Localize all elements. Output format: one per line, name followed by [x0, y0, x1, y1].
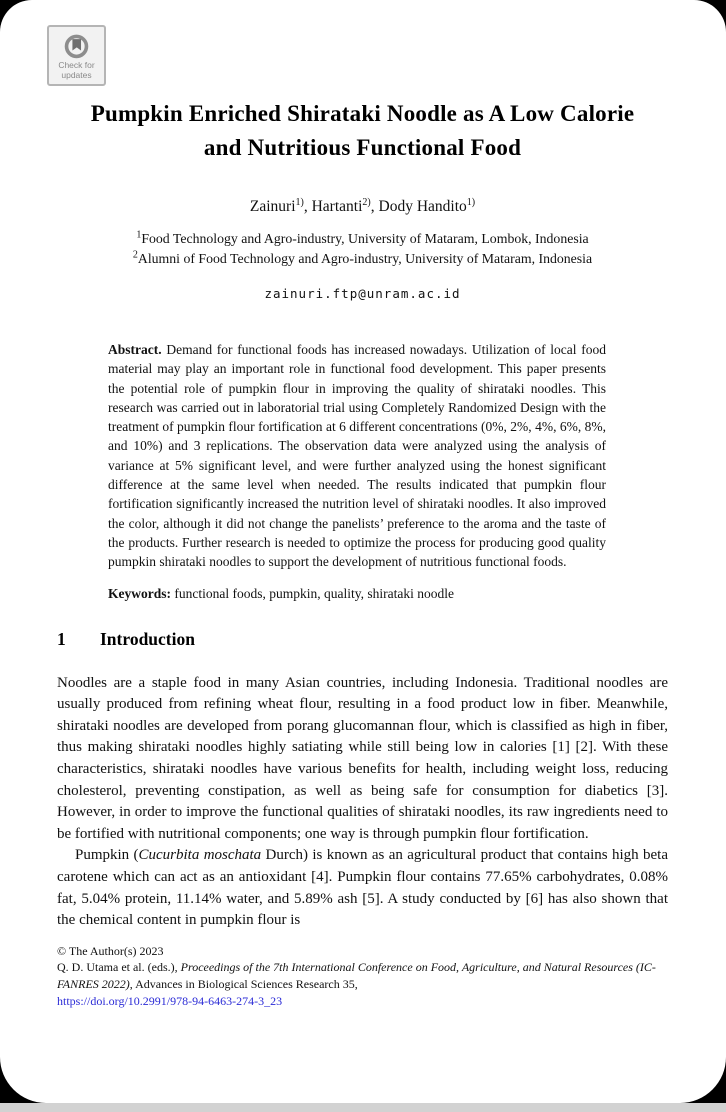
authors-line: [57, 198, 668, 216]
affiliation-2: $^2$Alumni of Food Technology and Agro-industry, University of Mataram, Indonesia: [132, 249, 593, 266]
proceedings-title-italic: Proceedings of the 7th International Conference on Food, Agriculture, and Natural Resources (IC-FANRES 2022): [57, 960, 656, 992]
author-3: , Dody Handito$^{1)}$: [370, 196, 476, 215]
crossmark-icon: [62, 31, 91, 60]
check-for-updates-badge[interactable]: [47, 25, 106, 86]
window-bottom-strip: [0, 1103, 726, 1112]
author-1: Zainuri$^{1)}$: [249, 196, 304, 215]
footnote-block: [57, 943, 668, 1010]
badge-label-line2: updates: [61, 69, 92, 80]
author-1-affiliation-mark: 1): [295, 196, 304, 208]
abstract-label: Abstract.: [108, 342, 162, 357]
intro-paragraph-1: Noodles are a staple food in many Asian countries, including Indonesia. Traditional noodles are usually produced from refining wheat flour, resulting in a food product low in fiber. Meanwhile, shirataki noodles are developed from porang glucomannan flour, which is classified as high in fiber, thus making shirataki noodles highly satiating while still being low in calories [1] [2]. With these characteristics, shirataki noodles have various benefits for health, including weight loss, reducing cholesterol, preventing constipation, as well as being safe for consumption for diabetics [3]. However, in order to improve the functional qualities of shirataki noodles, its raw ingredients need to be fortified with nutritional components; one way is through pumpkin flour fortification.: [57, 674, 668, 842]
author-3-affiliation-mark: 1): [466, 196, 476, 208]
abstract-text: Demand for functional foods has increased nowadays. Utilization of local food material may play an important role in functional food development. This paper presents the potential role of pumpkin flour in improving the quality of shirataki noodles. This research was carried out in laboratorial trial using Completely Randomized Design with the treatment of pumpkin flour fortification at 6 different concentrations (0%, 2%, 4%, 6%, 8%, and 10%) and 3 replications. The observation data were analyzed using the analysis of variance at 5% significant level, and were further analyzed using the honest significant difference at the same level when needed. The results indicated that pumpkin flour fortification significantly increased the nutrition level of shirataki noodles. It also improved the color, although it did not change the panelists’ preference to the aroma and the taste of the products. Further research is needed to optimize the process for producing good quality pumpkin shirataki noodles to support the development of nutritious functional foods.: [108, 342, 606, 570]
paper-title-line2: and Nutritious Functional Food: [203, 135, 522, 160]
keywords-label: Keywords:: [108, 585, 171, 601]
section-heading-introduction: [57, 629, 668, 650]
intro-paragraph-2: Pumpkin (Cucurbita moschata Durch) is known as an agricultural product that contains high beta carotene which can act as an antioxidant [4]. Pumpkin flour contains 77.65% carbohydrates, 0.08% fat, 5.04% protein, 11.14% water, and 5.89% ash [5]. A study conducted by [6] has also shown that the chemical content in pumpkin flour is: [57, 847, 668, 929]
citation-line: Q. D. Utama et al. (eds.), Proceedings of the 7th International Conference on Food, Agriculture, and Natural Resources (IC-FANRES 2022), Advances in Biological Sciences Research 35,: [57, 960, 656, 992]
affiliation-1: $^1$Food Technology and Agro-industry, University of Mataram, Lombok, Indonesia: [136, 229, 589, 246]
paper-title: [57, 0, 668, 165]
keywords-line: [108, 586, 606, 602]
contact-email: zainuri.ftp@unram.ac.id: [264, 286, 461, 301]
copyright-line: © The Author(s) 2023: [57, 943, 164, 958]
badge-label-line1: Check for: [58, 60, 95, 70]
badge-label: [58, 61, 94, 80]
section-number: 1: [57, 628, 66, 649]
keywords-text: functional foods, pumpkin, quality, shirataki noodle: [171, 585, 454, 601]
section-title: Introduction: [100, 628, 195, 649]
author-2: , Hartanti$^{2)}$: [303, 196, 371, 215]
doi-link[interactable]: https://doi.org/10.2991/978-94-6463-274-3_23: [57, 994, 283, 1009]
abstract-paragraph: [108, 340, 606, 572]
affiliations-block: [57, 229, 668, 269]
paper-title-line1: Pumpkin Enriched Shirataki Noodle as A Low Calorie: [90, 101, 635, 126]
author-2-affiliation-mark: 2): [362, 196, 371, 208]
species-name-italic: Cucurbita moschata: [138, 847, 262, 864]
